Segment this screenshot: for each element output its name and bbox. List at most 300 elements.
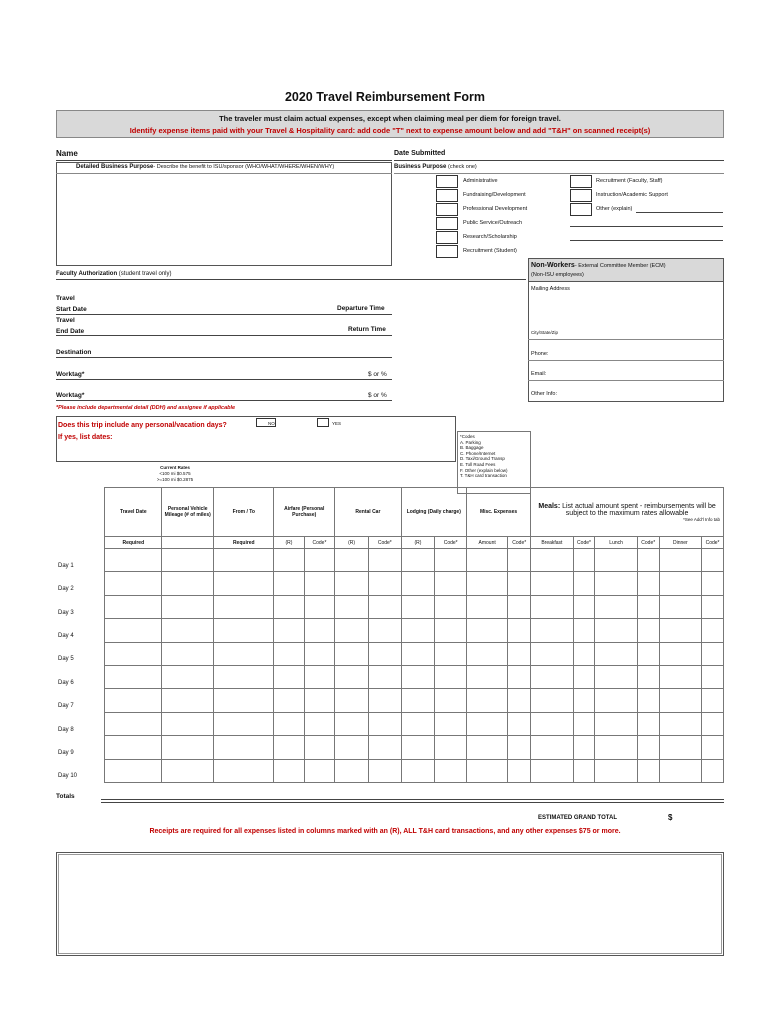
expense-cell[interactable]: [304, 549, 335, 572]
expense-cell[interactable]: [368, 572, 401, 595]
table-subheader-row: [56, 537, 724, 549]
expense-cell[interactable]: [214, 619, 274, 642]
expense-cell[interactable]: [214, 712, 274, 735]
header-from-to: From / To: [214, 488, 274, 537]
expense-cell[interactable]: [304, 665, 335, 688]
faculty-auth-hint: (student travel only): [118, 271, 172, 277]
totals-line-1: [101, 799, 724, 800]
personal-days-question: Does this trip include any personal/vacation days?: [58, 422, 227, 429]
business-purpose-label: Business Purpose: [394, 164, 447, 170]
expense-cell[interactable]: [435, 549, 467, 572]
business-purpose-header: [394, 164, 477, 170]
expense-cell[interactable]: [274, 665, 304, 688]
expense-cell[interactable]: [401, 759, 435, 782]
worktag-2-percent: $ or %: [368, 392, 387, 399]
expense-cell[interactable]: [659, 549, 701, 572]
codes-legend: [457, 431, 531, 494]
start-date-line[interactable]: [56, 314, 392, 315]
table-row: [56, 642, 724, 665]
non-workers-title-hint: - External Committee Member (ECM): [574, 263, 666, 269]
expense-cell[interactable]: [573, 595, 595, 618]
day-rows: [56, 549, 724, 783]
expense-cell[interactable]: [274, 595, 304, 618]
worktag-2-line[interactable]: [56, 400, 392, 401]
day-label: Day 6: [56, 665, 105, 688]
expense-cell[interactable]: [335, 619, 369, 642]
name-line[interactable]: [56, 160, 392, 161]
expense-cell[interactable]: [214, 665, 274, 688]
other-explain-line-2[interactable]: [570, 226, 723, 227]
table-row: [56, 572, 724, 595]
expense-cell[interactable]: [368, 712, 401, 735]
expense-cell[interactable]: [637, 595, 659, 618]
expense-cell[interactable]: [105, 572, 162, 595]
expense-cell[interactable]: [274, 712, 304, 735]
expense-cell[interactable]: [335, 595, 369, 618]
expense-cell[interactable]: [702, 665, 724, 688]
expense-cell[interactable]: [401, 549, 435, 572]
expense-cell[interactable]: [304, 736, 335, 759]
expense-cell[interactable]: [105, 619, 162, 642]
expense-cell[interactable]: [466, 759, 507, 782]
return-time-label: Return Time: [348, 326, 386, 333]
expense-cell[interactable]: [435, 572, 467, 595]
email-label: Email:: [531, 371, 547, 377]
sub-required-2: Required: [214, 537, 274, 549]
expense-cell[interactable]: [162, 549, 214, 572]
expense-cell[interactable]: [508, 642, 531, 665]
date-submitted-line[interactable]: [394, 160, 724, 161]
header-mileage: Personal Vehicle Mileage (# of miles): [162, 488, 214, 537]
expense-cell[interactable]: [162, 642, 214, 665]
expense-cell[interactable]: [573, 619, 595, 642]
expense-cell[interactable]: [368, 642, 401, 665]
non-workers-title: Non-Workers: [531, 262, 575, 269]
expense-cell[interactable]: [401, 689, 435, 712]
expense-cell[interactable]: [162, 759, 214, 782]
phone-label: Phone:: [531, 351, 549, 357]
expense-cell[interactable]: [637, 549, 659, 572]
meals-note: *See Add'l Info tab: [683, 516, 720, 522]
subheader-blank: [56, 537, 105, 549]
checkbox-instruction[interactable]: [570, 189, 592, 202]
expense-cell[interactable]: [466, 642, 507, 665]
option-administrative: Administrative: [463, 178, 498, 184]
day-label: Day 8: [56, 712, 105, 735]
expense-cell[interactable]: [401, 619, 435, 642]
expense-cell[interactable]: [105, 642, 162, 665]
expense-cell[interactable]: [508, 572, 531, 595]
day-label: Day 5: [56, 642, 105, 665]
expense-cell[interactable]: [595, 689, 637, 712]
expense-cell[interactable]: [702, 736, 724, 759]
other-explain-line[interactable]: [636, 212, 723, 213]
notice-line-2: Identify expense items paid with your Travel & Hospitality card: add code "T" next to expense amount below and add "T&H" on scanned receipt(s): [129, 126, 651, 135]
expense-cell[interactable]: [595, 572, 637, 595]
expense-cell[interactable]: [531, 642, 573, 665]
totals-line-2: [101, 802, 724, 803]
expense-cell[interactable]: [304, 595, 335, 618]
notice-banner: [56, 110, 724, 138]
expense-cell[interactable]: [335, 572, 369, 595]
expense-cell[interactable]: [595, 642, 637, 665]
code-a: A. Parking: [460, 439, 481, 445]
expense-cell[interactable]: [595, 549, 637, 572]
expense-cell[interactable]: [401, 572, 435, 595]
expense-cell[interactable]: [335, 642, 369, 665]
expense-cell[interactable]: [466, 619, 507, 642]
checkbox-recruitment-student[interactable]: [436, 245, 458, 258]
header-lodging: Lodging (Daily charge): [401, 488, 466, 537]
expense-cell[interactable]: [531, 619, 573, 642]
checkbox-administrative[interactable]: [436, 175, 458, 188]
travel-end-label-1: Travel: [56, 317, 75, 324]
sub-misc-code: Code*: [508, 537, 531, 549]
travel-start-label-2: Start Date: [56, 305, 87, 313]
expense-cell[interactable]: [435, 619, 467, 642]
day-label: Day 9: [56, 736, 105, 759]
expense-cell[interactable]: [573, 665, 595, 688]
destination-label: Destination: [56, 349, 92, 356]
expense-cell[interactable]: [702, 549, 724, 572]
personal-no-label: NO: [268, 421, 275, 426]
expense-cell[interactable]: [335, 689, 369, 712]
expense-cell[interactable]: [531, 595, 573, 618]
expense-cell[interactable]: [162, 736, 214, 759]
nw-divider-3: [528, 380, 724, 381]
expense-cell[interactable]: [435, 689, 467, 712]
expense-cell[interactable]: [702, 689, 724, 712]
expense-cell[interactable]: [304, 712, 335, 735]
expense-cell[interactable]: [162, 665, 214, 688]
expense-cell[interactable]: [659, 712, 701, 735]
option-instruction: Instruction/Academic Support: [596, 192, 668, 198]
mileage-rates: [150, 465, 200, 483]
expense-cell[interactable]: [659, 619, 701, 642]
expense-cell[interactable]: [573, 572, 595, 595]
expense-cell[interactable]: [335, 759, 369, 782]
expense-cell[interactable]: [573, 759, 595, 782]
expense-cell[interactable]: [659, 642, 701, 665]
expense-cell[interactable]: [214, 689, 274, 712]
expense-cell[interactable]: [435, 665, 467, 688]
table-header-row: [56, 488, 724, 537]
expense-cell[interactable]: [702, 572, 724, 595]
expense-cell[interactable]: [274, 642, 304, 665]
sub-misc-amount: Amount: [466, 537, 507, 549]
mailing-address-label: Mailing Address: [531, 286, 570, 292]
expense-cell[interactable]: [401, 595, 435, 618]
day-label: Day 3: [56, 595, 105, 618]
expense-cell[interactable]: [368, 665, 401, 688]
expense-cell[interactable]: [702, 595, 724, 618]
sub-airfare-code: Code*: [304, 537, 335, 549]
expense-cell[interactable]: [435, 595, 467, 618]
notes-textarea[interactable]: [58, 854, 722, 954]
checkbox-personal-yes[interactable]: [317, 418, 329, 427]
expense-cell[interactable]: [637, 712, 659, 735]
expense-cell[interactable]: [702, 759, 724, 782]
expense-cell[interactable]: [702, 712, 724, 735]
business-purpose-hint: (check one): [448, 164, 477, 170]
expense-cell[interactable]: [105, 689, 162, 712]
expense-cell[interactable]: [573, 549, 595, 572]
rate-line-1: <100 mi $0.575: [159, 471, 191, 476]
notice-line-1: The traveler must claim actual expenses, except when claiming meal per diem for foreign travel.: [219, 114, 561, 123]
expense-cell[interactable]: [162, 619, 214, 642]
table-row: [56, 736, 724, 759]
expense-cell[interactable]: [466, 736, 507, 759]
sub-airfare-r: (R): [274, 537, 304, 549]
expense-cell[interactable]: [466, 665, 507, 688]
expense-cell[interactable]: [637, 642, 659, 665]
sub-lodging-r: (R): [401, 537, 435, 549]
expense-cell[interactable]: [304, 759, 335, 782]
table-row: [56, 712, 724, 735]
expense-cell[interactable]: [659, 759, 701, 782]
code-f: F. Other (explain below): [460, 467, 508, 473]
day-label: Day 2: [56, 572, 105, 595]
table-row: [56, 689, 724, 712]
sub-rental-r: (R): [335, 537, 369, 549]
expense-cell[interactable]: [274, 572, 304, 595]
expense-cell[interactable]: [368, 595, 401, 618]
expense-cell[interactable]: [105, 549, 162, 572]
checkbox-public-service[interactable]: [436, 217, 458, 230]
code-e: E. Toll Road Fees: [460, 461, 496, 467]
expense-cell[interactable]: [595, 759, 637, 782]
worktag-1-percent: $ or %: [368, 371, 387, 378]
expense-cell[interactable]: [214, 759, 274, 782]
option-research: Research/Scholarship: [463, 234, 517, 240]
expense-cell[interactable]: [531, 549, 573, 572]
expense-cell[interactable]: [531, 572, 573, 595]
expense-cell[interactable]: [368, 736, 401, 759]
checkbox-research[interactable]: [436, 231, 458, 244]
option-other: Other (explain): [596, 206, 633, 212]
table-row: [56, 549, 724, 572]
expense-cell[interactable]: [335, 665, 369, 688]
non-workers-title-row: [531, 262, 666, 269]
expense-cell[interactable]: [595, 712, 637, 735]
expense-cell[interactable]: [466, 689, 507, 712]
sub-breakfast: Breakfast: [531, 537, 573, 549]
expense-cell[interactable]: [466, 712, 507, 735]
end-date-line[interactable]: [56, 335, 392, 336]
expense-cell[interactable]: [274, 549, 304, 572]
header-airfare: Airfare (Personal Purchase): [274, 488, 335, 537]
day-label: Day 10: [56, 759, 105, 782]
sub-dinner: Dinner: [659, 537, 701, 549]
travel-start-label-1: Travel: [56, 295, 75, 302]
option-fundraising: Fundraising/Development: [463, 192, 526, 198]
expense-cell[interactable]: [368, 759, 401, 782]
table-row: [56, 619, 724, 642]
date-submitted-label: Date Submitted: [394, 150, 446, 157]
purpose-hint: - Describe the benefit to ISU/sponsor (WHO/WHAT/WHERE/WHEN/WHY): [153, 164, 335, 170]
expense-cell[interactable]: [435, 759, 467, 782]
expense-cell[interactable]: [105, 665, 162, 688]
expense-cell[interactable]: [508, 595, 531, 618]
header-blank: [56, 488, 105, 537]
expense-cell[interactable]: [214, 642, 274, 665]
expense-cell[interactable]: [214, 572, 274, 595]
expense-cell[interactable]: [702, 642, 724, 665]
expense-cell[interactable]: [508, 689, 531, 712]
expense-cell[interactable]: [274, 759, 304, 782]
expense-cell[interactable]: [274, 689, 304, 712]
expense-cell[interactable]: [435, 736, 467, 759]
city-state-zip-label: City/State/Zip: [531, 330, 559, 335]
code-d: D. Taxi/Ground Transp: [460, 456, 505, 462]
expense-cell[interactable]: [435, 642, 467, 665]
expense-cell[interactable]: [595, 736, 637, 759]
form-title: 2020 Travel Reimbursement Form: [284, 90, 486, 104]
checkbox-fundraising[interactable]: [436, 189, 458, 202]
expense-cell[interactable]: [304, 572, 335, 595]
expense-cell[interactable]: [531, 712, 573, 735]
expense-cell[interactable]: [304, 619, 335, 642]
day-label: Day 1: [56, 549, 105, 572]
name-label: Name: [56, 149, 78, 158]
expense-cell[interactable]: [531, 736, 573, 759]
grand-total-label: ESTIMATED GRAND TOTAL: [538, 815, 617, 821]
expense-cell[interactable]: [508, 736, 531, 759]
purpose-label-row: [76, 164, 334, 170]
expense-cell[interactable]: [531, 759, 573, 782]
expense-cell[interactable]: [105, 712, 162, 735]
expense-cell[interactable]: [508, 665, 531, 688]
expense-cell[interactable]: [105, 736, 162, 759]
header-rental: Rental Car: [335, 488, 401, 537]
expense-cell[interactable]: [401, 736, 435, 759]
expense-cell[interactable]: [304, 642, 335, 665]
expense-cell[interactable]: [508, 619, 531, 642]
purpose-header-divider: [56, 173, 392, 174]
expense-cell[interactable]: [214, 736, 274, 759]
nw-divider-1: [528, 339, 724, 340]
sub-dinner-code: Code*: [702, 537, 724, 549]
expense-cell[interactable]: [637, 736, 659, 759]
expense-cell[interactable]: [595, 595, 637, 618]
expense-cell[interactable]: [659, 595, 701, 618]
other-explain-line-3[interactable]: [570, 240, 723, 241]
purpose-label: Detailed Business Purpose: [76, 164, 154, 170]
expense-cell[interactable]: [466, 549, 507, 572]
sub-breakfast-code: Code*: [573, 537, 595, 549]
expense-cell[interactable]: [162, 572, 214, 595]
expense-cell[interactable]: [702, 619, 724, 642]
expense-cell[interactable]: [105, 759, 162, 782]
expense-cell[interactable]: [595, 665, 637, 688]
expense-cell[interactable]: [466, 595, 507, 618]
expense-cell[interactable]: [637, 619, 659, 642]
expense-cell[interactable]: [466, 572, 507, 595]
expense-cell[interactable]: [214, 595, 274, 618]
travel-end-label-2: End Date: [56, 327, 85, 335]
expense-cell[interactable]: [162, 689, 214, 712]
expense-cell[interactable]: [573, 642, 595, 665]
expense-cell[interactable]: [659, 572, 701, 595]
faculty-auth-row: [56, 271, 172, 277]
expense-cell[interactable]: [274, 736, 304, 759]
expense-cell[interactable]: [368, 689, 401, 712]
sub-mileage-blank: [162, 537, 214, 549]
expense-cell[interactable]: [401, 642, 435, 665]
travel-start-label: [56, 294, 87, 315]
expense-cell[interactable]: [637, 665, 659, 688]
header-travel-date: Travel Date: [105, 488, 162, 537]
expense-cell[interactable]: [508, 712, 531, 735]
expense-cell[interactable]: [595, 619, 637, 642]
faculty-auth-line[interactable]: [56, 279, 526, 280]
checkbox-professional-dev[interactable]: [436, 203, 458, 216]
checkbox-other[interactable]: [570, 203, 592, 216]
expense-cell[interactable]: [368, 619, 401, 642]
expense-cell[interactable]: [335, 736, 369, 759]
expense-cell[interactable]: [214, 549, 274, 572]
expense-cell[interactable]: [659, 736, 701, 759]
expense-cell[interactable]: [401, 665, 435, 688]
expense-cell[interactable]: [274, 619, 304, 642]
meals-text: List actual amount spent - reimbursements will be subject to the maximum rates allowable: [562, 502, 716, 517]
expense-cell[interactable]: [401, 712, 435, 735]
expense-cell[interactable]: [573, 736, 595, 759]
header-meals: [531, 488, 724, 537]
expense-cell[interactable]: [335, 712, 369, 735]
sub-lodging-code: Code*: [435, 537, 467, 549]
destination-line[interactable]: [56, 357, 392, 358]
business-purpose-textarea[interactable]: [56, 162, 392, 266]
code-t: T. T&H card transaction: [460, 473, 507, 479]
worktag-1-line[interactable]: [56, 379, 392, 380]
code-c: C. Phone/Internet: [460, 450, 496, 456]
expense-cell[interactable]: [368, 549, 401, 572]
codes-title: *Codes: [460, 434, 475, 439]
receipts-note: Receipts are required for all expenses listed in columns marked with an (R), ALL T&H card transactions, and any other expenses $75 or more.: [149, 828, 621, 835]
rate-line-2: >=100 mi $0.2875: [156, 477, 194, 482]
expense-cell[interactable]: [659, 689, 701, 712]
expense-cell[interactable]: [659, 665, 701, 688]
expense-cell[interactable]: [162, 712, 214, 735]
expense-cell[interactable]: [435, 712, 467, 735]
expense-cell[interactable]: [508, 759, 531, 782]
day-label: Day 4: [56, 619, 105, 642]
expense-cell[interactable]: [637, 572, 659, 595]
sub-lunch-code: Code*: [637, 537, 659, 549]
table-row: [56, 665, 724, 688]
expense-cell[interactable]: [573, 689, 595, 712]
expense-cell[interactable]: [105, 595, 162, 618]
dept-note: *Please include departmental detail (DDH) and assignee if applicable: [56, 405, 236, 411]
option-professional-dev: Professional Development: [463, 206, 528, 212]
expense-cell[interactable]: [162, 595, 214, 618]
expense-cell[interactable]: [637, 759, 659, 782]
expense-cell[interactable]: [573, 712, 595, 735]
expense-cell[interactable]: [531, 689, 573, 712]
meals-bold: Meals:: [538, 502, 561, 510]
expense-cell[interactable]: [531, 665, 573, 688]
table-row: [56, 759, 724, 782]
expense-cell[interactable]: [637, 689, 659, 712]
day-label: Day 7: [56, 689, 105, 712]
expense-cell[interactable]: [508, 549, 531, 572]
expense-cell[interactable]: [304, 689, 335, 712]
worktag-2-label: Worktag*: [56, 392, 85, 399]
checkbox-recruitment-faculty[interactable]: [570, 175, 592, 188]
grand-total-dollar: $: [668, 813, 673, 822]
expense-cell[interactable]: [335, 549, 369, 572]
